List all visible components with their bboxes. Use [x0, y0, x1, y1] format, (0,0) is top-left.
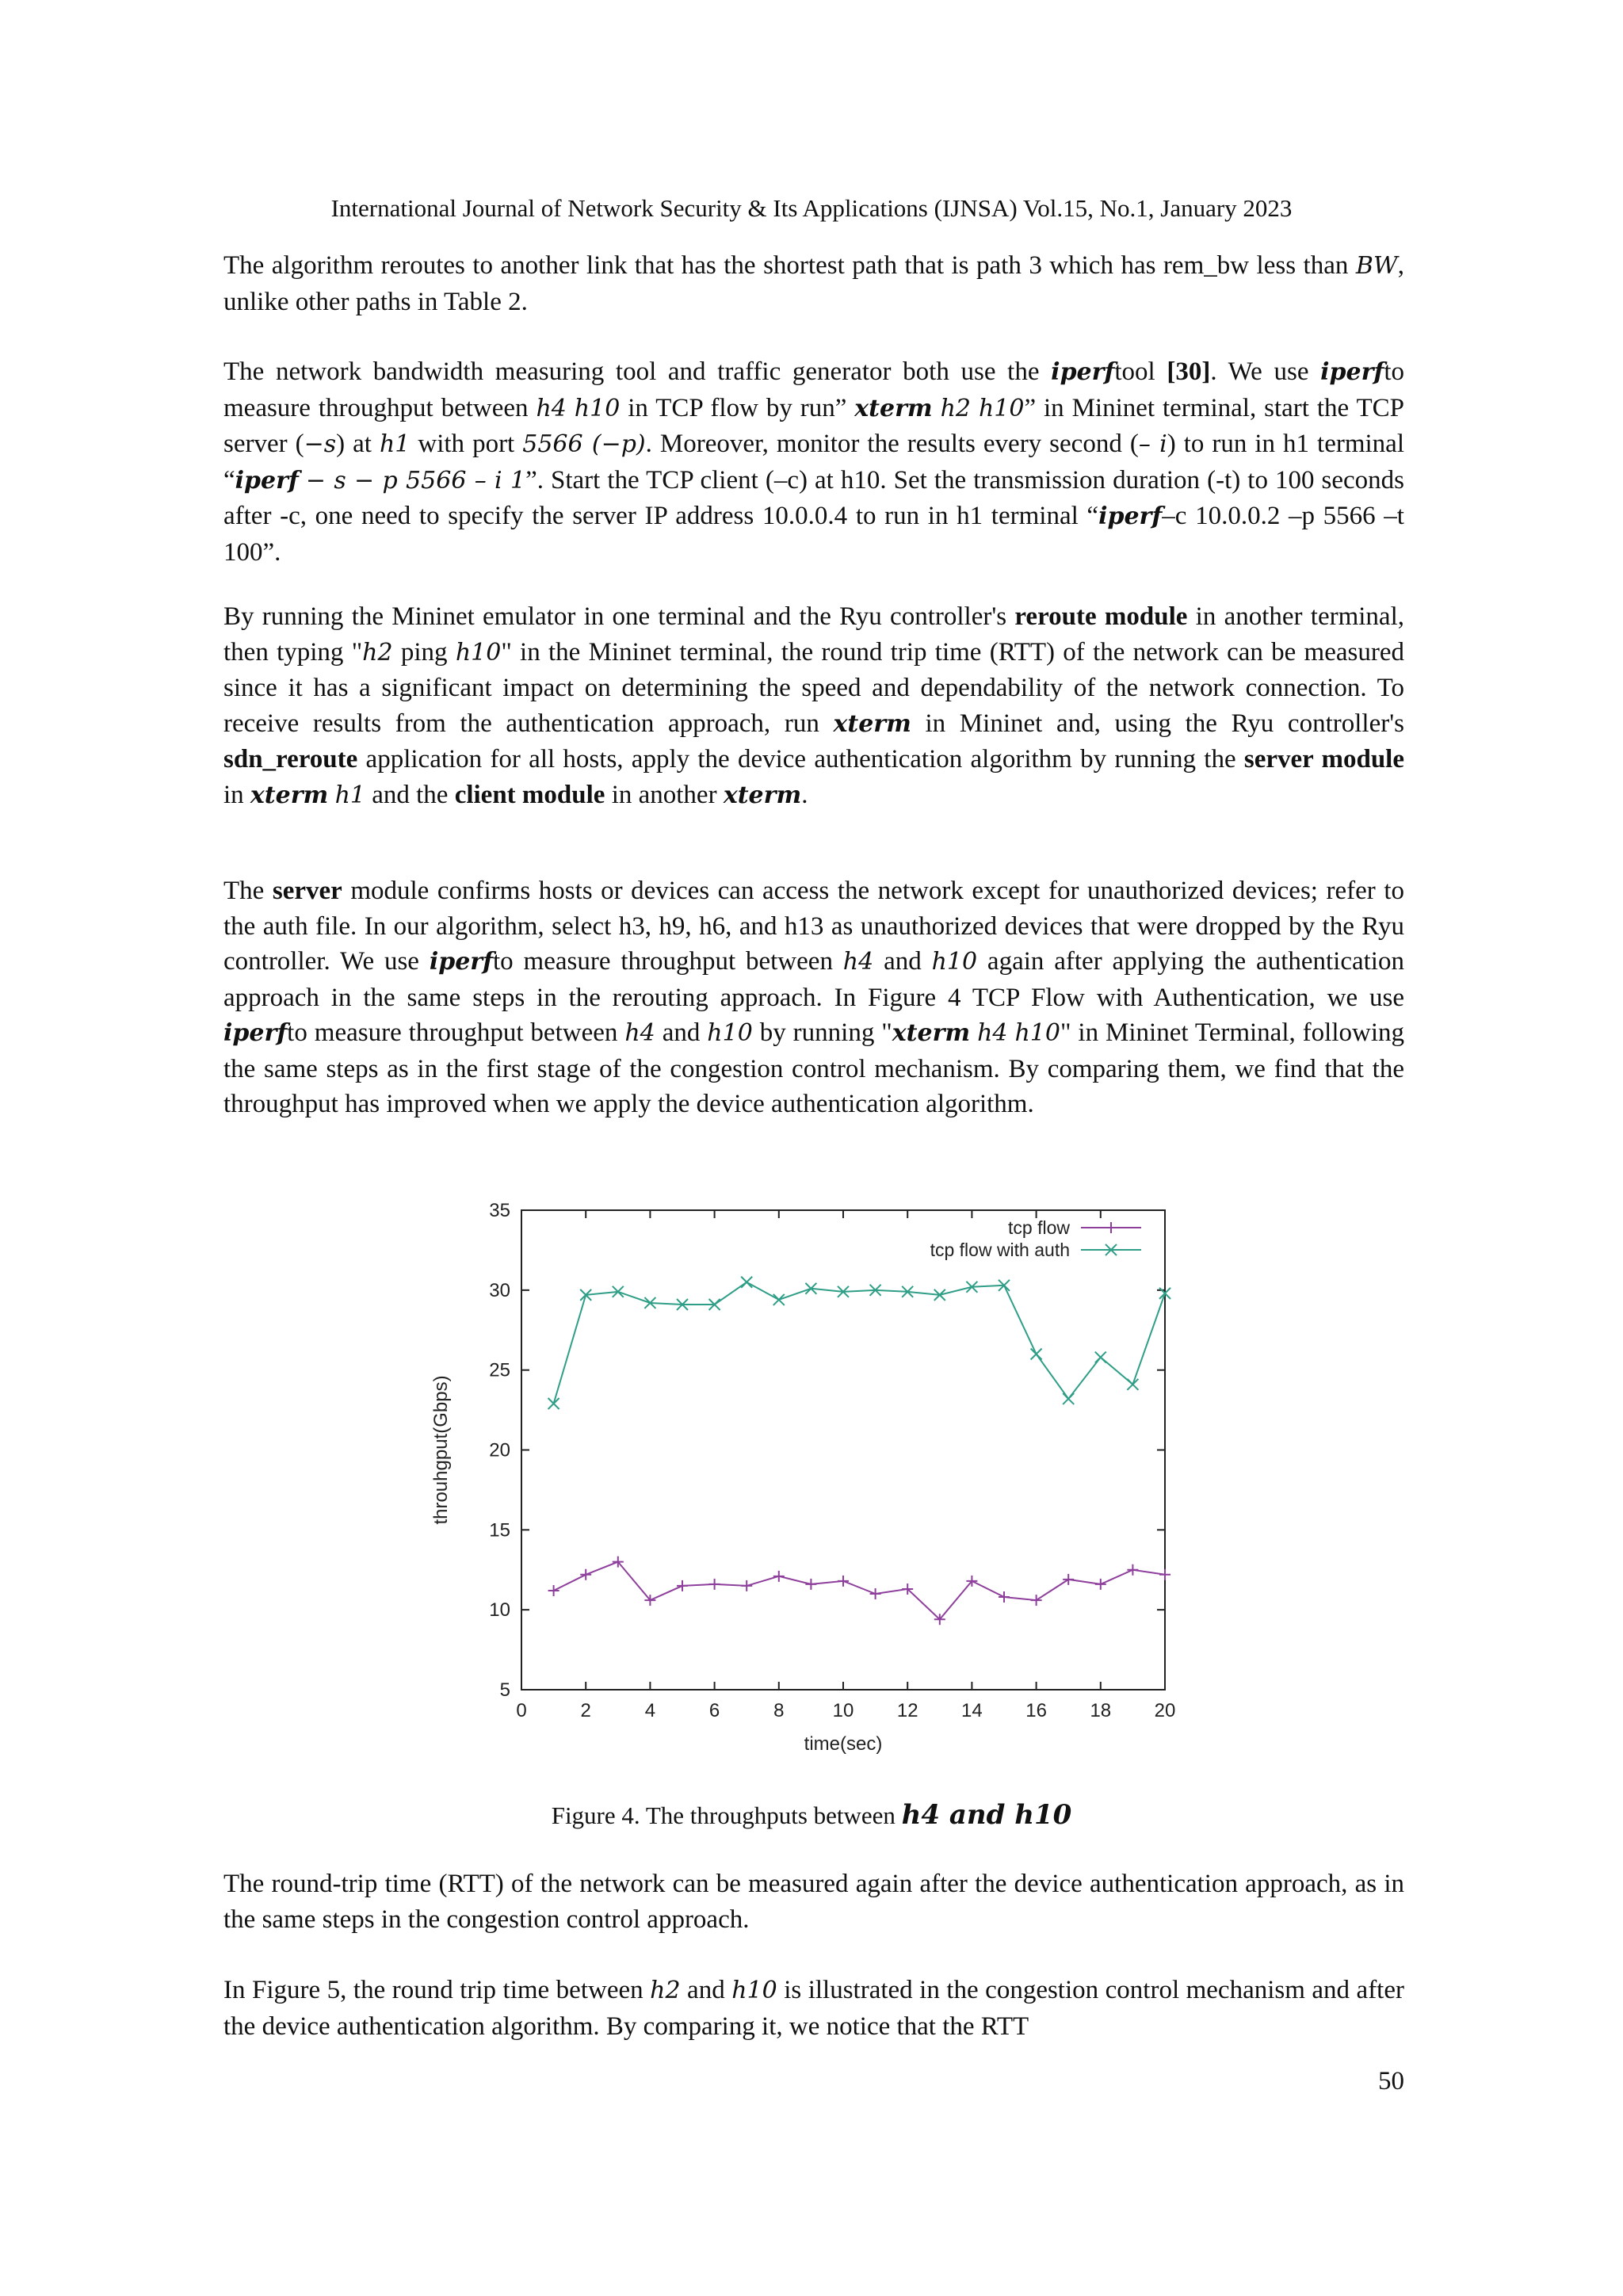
math-h4: h4 — [842, 948, 874, 976]
text: to measure throughput between — [493, 947, 843, 976]
y-tick-label: 35 — [489, 1200, 510, 1221]
math-iperf: iperf — [1098, 502, 1163, 530]
data-point-cross — [1063, 1393, 1074, 1404]
text: By running the Mininet emulator in one terminal and the Ryu controller's — [223, 602, 1015, 631]
running-header: International Journal of Network Security & Its Applications (IJNSA) Vol.15, No.1, January 2023 — [330, 194, 1293, 222]
y-axis-label: throuhgput(Gbps) — [430, 1375, 452, 1525]
paragraph-3 — [223, 599, 1404, 849]
text: in — [223, 780, 250, 809]
text: . Moreover, monitor the results every second ( — [645, 430, 1139, 458]
data-point-plus — [548, 1585, 559, 1596]
figure-caption — [0, 1799, 1623, 1831]
data-point-cross — [1031, 1349, 1042, 1360]
data-point-plus — [1127, 1564, 1138, 1576]
text: . We use — [1210, 357, 1321, 386]
text: " in Mininet Terminal, following the same steps as in the first stage of the congestion control mechanism. By comparing them, we find that the throughput has improved when we apply the device authentication algorithm. — [223, 1018, 1405, 1118]
x-tick-label: 8 — [773, 1700, 785, 1721]
math-s: −s — [304, 430, 337, 458]
text: to measure throughput between — [287, 1018, 625, 1047]
y-tick-label: 20 — [489, 1439, 510, 1461]
text: In Figure 5, the round trip time between — [223, 1976, 651, 2004]
math-h1: h1 — [379, 430, 411, 458]
text: and the — [365, 780, 455, 809]
text: tool — [1114, 357, 1167, 386]
throughput-chart — [428, 1181, 1205, 1783]
text: ” in Mininet terminal, start the TCP server ( — [223, 393, 1405, 458]
text: " in the Mininet terminal, the round trip time (RTT) of the network can be measured since it has a significant impact on determining the speed and dependability of the network connection. To receive results from the authentication approach, run — [223, 637, 1404, 738]
math-port: 5566 (−p) — [522, 430, 646, 458]
math-h4: h4 — [977, 1019, 1008, 1047]
x-tick-label: 16 — [1025, 1700, 1047, 1721]
data-point-plus — [1159, 1569, 1170, 1580]
y-tick-label: 30 — [489, 1279, 510, 1301]
math-iperf: iperf — [223, 1019, 288, 1047]
math-xterm: xterm — [833, 709, 911, 738]
math-iperf: iperf — [235, 466, 299, 495]
math-xterm: xterm — [892, 1019, 971, 1047]
data-point-plus — [870, 1588, 881, 1599]
text: by running " — [752, 1018, 892, 1047]
x-tick-label: 4 — [644, 1700, 656, 1721]
text: ”. Start the TCP client (–c) at h10. Set the transmission duration (-t) to 100 seconds after -c, one need to specify the server IP address 10.0.0.4 to run in h1 terminal “ — [223, 465, 1405, 530]
text: –c 10.0.0.2 –p 5566 –t 100”. — [223, 502, 1404, 567]
text: is illustrated in the congestion control mechanism and after the device authentication algorithm. By comparing it, we notice that the RTT — [223, 1976, 1404, 2041]
x-tick-label: 14 — [961, 1700, 983, 1721]
paragraph-4 — [223, 873, 1404, 1158]
citation: [30] — [1167, 357, 1211, 386]
math-h10: h10 — [731, 1977, 777, 2004]
text: in Mininet and, using the Ryu controller's — [911, 709, 1404, 738]
legend-label: tcp flow — [1008, 1217, 1070, 1238]
text: to measure throughput between — [223, 357, 1404, 422]
paragraph-2 — [223, 354, 1404, 606]
data-point-cross — [1127, 1379, 1138, 1390]
paragraph-1 — [223, 248, 1404, 355]
math-h10: h10 — [574, 394, 621, 422]
x-tick-label: 0 — [516, 1700, 527, 1721]
text: ping — [392, 637, 456, 667]
text: and — [873, 947, 932, 976]
text: with port — [410, 430, 523, 458]
data-point-plus — [999, 1591, 1010, 1603]
series-line-tcp-flow-with-auth — [554, 1282, 1165, 1404]
text: in TCP flow by run” — [620, 393, 855, 422]
y-tick-label: 5 — [499, 1679, 510, 1701]
legend-label: tcp flow with auth — [930, 1240, 1070, 1260]
bold-term: client module — [454, 780, 605, 809]
data-point-cross — [773, 1294, 785, 1305]
bold-term: server module — [1243, 745, 1404, 774]
math-iperf: iperf — [1051, 358, 1115, 386]
math-h1: h1 — [334, 781, 365, 809]
math-xterm: xterm — [723, 781, 802, 809]
data-point-plus — [1095, 1579, 1106, 1590]
text: and — [655, 1018, 708, 1047]
caption-text: Figure 4. The throughputs between — [551, 1801, 902, 1829]
math-h4: h4 — [624, 1019, 655, 1047]
text: again after applying the authentication approach in the same steps in the rerouting approach. In Figure 4 TCP Flow with Authentication, we use — [223, 947, 1404, 1012]
math-h10: h10 — [455, 638, 502, 667]
math-xterm: xterm — [250, 781, 329, 809]
text: ) to run in h1 terminal “ — [223, 430, 1404, 495]
data-point-plus — [709, 1579, 720, 1590]
text: ) at — [336, 430, 380, 458]
plot-frame — [521, 1210, 1165, 1690]
math-iperf: iperf — [1320, 358, 1384, 386]
math-h10: h10 — [707, 1019, 753, 1047]
bold-term: sdn_reroute — [223, 745, 358, 774]
x-tick-label: 10 — [832, 1700, 854, 1721]
math-iperf: iperf — [429, 948, 493, 976]
text: The — [223, 877, 273, 905]
data-point-plus — [838, 1576, 849, 1587]
text: in another — [605, 780, 724, 809]
math-h2: h2 — [650, 1977, 681, 2004]
data-point-plus — [1063, 1574, 1074, 1585]
data-point-plus — [805, 1579, 816, 1590]
math-h2: h2 — [362, 638, 393, 667]
math-h2: h2 — [940, 394, 972, 422]
text: and — [680, 1976, 732, 2004]
math-h10: h10 — [978, 394, 1025, 422]
data-point-plus — [741, 1580, 752, 1591]
text: . — [801, 780, 808, 809]
bold-term: reroute module — [1014, 602, 1188, 631]
data-point-cross — [548, 1398, 559, 1409]
caption-math: h4 and h10 — [901, 1799, 1072, 1831]
x-tick-label: 20 — [1154, 1700, 1176, 1721]
math-command: − s − p 5566 – i 1 — [305, 466, 526, 495]
data-point-plus — [580, 1569, 591, 1580]
x-tick-label: 2 — [580, 1700, 591, 1721]
x-axis-label: time(sec) — [804, 1733, 883, 1755]
data-point-plus — [1106, 1222, 1117, 1233]
paragraph-5 — [223, 1866, 1404, 1973]
text: module confirms hosts or devices can access the network except for unauthorized devices; refer to the auth file. In our algorithm, select h3, h9, h6, and h13 as unauthorized devices that were dropped by the Ryu controller. We use — [223, 877, 1404, 976]
paragraph-6 — [223, 1973, 1404, 2080]
text: The network bandwidth measuring tool and traffic generator both use the — [223, 357, 1052, 386]
math-i: – i — [1138, 430, 1167, 458]
text: application for all hosts, apply the device authentication algorithm by running the — [357, 745, 1244, 774]
data-point-plus — [773, 1571, 785, 1582]
bold-term: server — [272, 877, 342, 905]
data-point-plus — [1031, 1595, 1042, 1606]
text: The algorithm reroutes to another link that has the shortest path that is path 3 which has rem_bw less than — [223, 251, 1356, 280]
text: in another terminal, then typing " — [223, 602, 1404, 667]
data-point-cross — [741, 1277, 752, 1288]
math-h10: h10 — [1014, 1019, 1060, 1047]
x-tick-label: 6 — [708, 1700, 720, 1721]
data-point-plus — [677, 1580, 688, 1591]
y-tick-label: 10 — [489, 1599, 510, 1622]
y-tick-label: 25 — [489, 1359, 510, 1381]
text: , unlike other paths in Table 2. — [223, 251, 1404, 316]
math-h10: h10 — [931, 948, 978, 976]
y-tick-label: 15 — [489, 1519, 510, 1541]
math-h4: h4 — [536, 394, 567, 422]
x-tick-label: 12 — [896, 1700, 918, 1721]
data-point-cross — [1095, 1352, 1106, 1363]
math-xterm: xterm — [854, 394, 933, 422]
x-tick-label: 18 — [1090, 1700, 1112, 1721]
series-line-tcp-flow — [554, 1562, 1165, 1620]
page-number: 50 — [1378, 2067, 1404, 2095]
math-bw: BW — [1355, 252, 1398, 280]
text: The round-trip time (RTT) of the network can be measured again after the device authentication approach, as in the same steps in the congestion control approach. — [223, 1870, 1404, 1934]
